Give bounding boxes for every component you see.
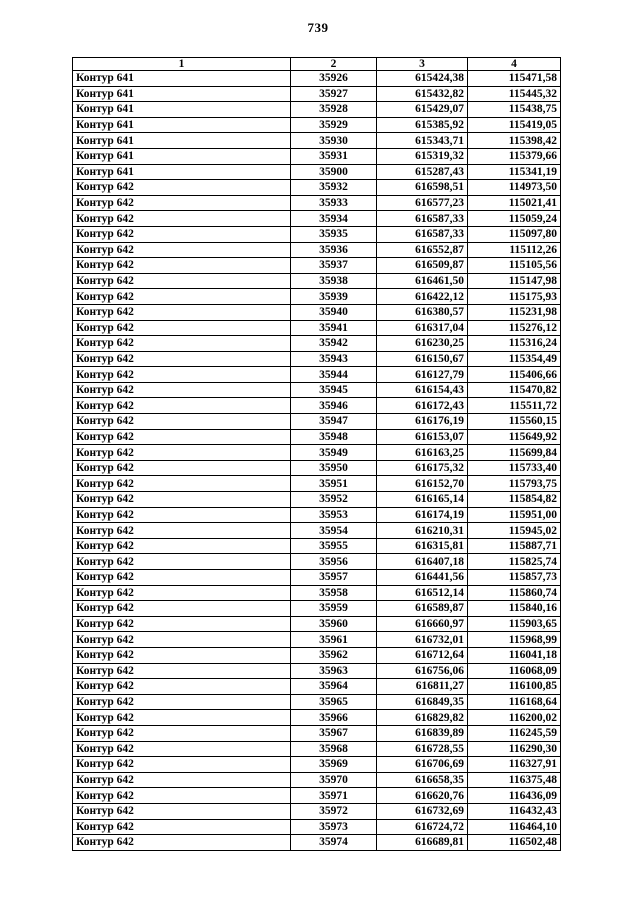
point-number-cell: 35972	[291, 803, 377, 819]
x-coordinate-cell: 616441,56	[377, 570, 468, 586]
y-coordinate-cell: 116436,09	[468, 788, 561, 804]
table-row	[73, 429, 561, 445]
table-row	[73, 102, 561, 118]
contour-name-cell: Контур 642	[73, 460, 291, 476]
table-row	[73, 71, 561, 87]
table-row	[73, 211, 561, 227]
y-coordinate-cell: 116464,10	[468, 819, 561, 835]
x-coordinate-cell: 616127,79	[377, 367, 468, 383]
table-row	[73, 835, 561, 851]
y-coordinate-cell: 115059,24	[468, 211, 561, 227]
contour-name-cell: Контур 642	[73, 476, 291, 492]
x-coordinate-cell: 616153,07	[377, 429, 468, 445]
y-coordinate-cell: 115406,66	[468, 367, 561, 383]
y-coordinate-cell: 115438,75	[468, 102, 561, 118]
contour-name-cell: Контур 642	[73, 492, 291, 508]
x-coordinate-cell: 616658,35	[377, 772, 468, 788]
point-number-cell: 35970	[291, 772, 377, 788]
y-coordinate-cell: 116068,09	[468, 663, 561, 679]
y-coordinate-cell: 115471,58	[468, 71, 561, 87]
contour-name-cell: Контур 642	[73, 601, 291, 617]
point-number-cell: 35948	[291, 429, 377, 445]
x-coordinate-cell: 615343,71	[377, 133, 468, 149]
point-number-cell: 35951	[291, 476, 377, 492]
point-number-cell: 35938	[291, 273, 377, 289]
y-coordinate-cell: 115097,80	[468, 226, 561, 242]
y-coordinate-cell: 115021,41	[468, 195, 561, 211]
x-coordinate-cell: 616174,19	[377, 507, 468, 523]
table-row	[73, 679, 561, 695]
x-coordinate-cell: 616461,50	[377, 273, 468, 289]
table-row	[73, 492, 561, 508]
table-row	[73, 414, 561, 430]
x-coordinate-cell: 616598,51	[377, 180, 468, 196]
x-coordinate-cell: 616172,43	[377, 398, 468, 414]
contour-name-cell: Контур 642	[73, 507, 291, 523]
x-coordinate-cell: 616210,31	[377, 523, 468, 539]
y-coordinate-cell: 115316,24	[468, 336, 561, 352]
contour-name-cell: Контур 642	[73, 398, 291, 414]
contour-name-cell: Контур 642	[73, 835, 291, 851]
column-header-3: 3	[377, 58, 468, 71]
table-row	[73, 86, 561, 102]
point-number-cell: 35969	[291, 757, 377, 773]
x-coordinate-cell: 616728,55	[377, 741, 468, 757]
point-number-cell: 35931	[291, 148, 377, 164]
table-row	[73, 382, 561, 398]
y-coordinate-cell: 116041,18	[468, 647, 561, 663]
y-coordinate-cell: 115825,74	[468, 554, 561, 570]
point-number-cell: 35973	[291, 819, 377, 835]
table-row	[73, 367, 561, 383]
table-row	[73, 538, 561, 554]
contour-name-cell: Контур 642	[73, 538, 291, 554]
y-coordinate-cell: 116290,30	[468, 741, 561, 757]
point-number-cell: 35974	[291, 835, 377, 851]
contour-name-cell: Контур 642	[73, 679, 291, 695]
y-coordinate-cell: 115854,82	[468, 492, 561, 508]
table-row	[73, 647, 561, 663]
contour-name-cell: Контур 641	[73, 133, 291, 149]
table-row	[73, 694, 561, 710]
contour-name-cell: Контур 642	[73, 211, 291, 227]
point-number-cell: 35927	[291, 86, 377, 102]
table-row	[73, 803, 561, 819]
x-coordinate-cell: 616712,64	[377, 647, 468, 663]
contour-name-cell: Контур 642	[73, 554, 291, 570]
point-number-cell: 35936	[291, 242, 377, 258]
point-number-cell: 35935	[291, 226, 377, 242]
point-number-cell: 35947	[291, 414, 377, 430]
x-coordinate-cell: 616317,04	[377, 320, 468, 336]
y-coordinate-cell: 115231,98	[468, 304, 561, 320]
contour-name-cell: Контур 642	[73, 632, 291, 648]
point-number-cell: 35956	[291, 554, 377, 570]
y-coordinate-cell: 115887,71	[468, 538, 561, 554]
table-row	[73, 460, 561, 476]
contour-name-cell: Контур 641	[73, 148, 291, 164]
contour-name-cell: Контур 642	[73, 772, 291, 788]
y-coordinate-cell: 116200,02	[468, 710, 561, 726]
y-coordinate-cell: 115560,15	[468, 414, 561, 430]
coordinates-table	[72, 57, 561, 851]
x-coordinate-cell: 615429,07	[377, 102, 468, 118]
column-header-2: 2	[291, 58, 377, 71]
contour-name-cell: Контур 642	[73, 289, 291, 305]
table-body	[73, 71, 561, 851]
table-row	[73, 195, 561, 211]
table-row	[73, 242, 561, 258]
y-coordinate-cell: 115341,19	[468, 164, 561, 180]
x-coordinate-cell: 616407,18	[377, 554, 468, 570]
contour-name-cell: Контур 642	[73, 242, 291, 258]
table-row	[73, 164, 561, 180]
table-row	[73, 148, 561, 164]
contour-name-cell: Контур 642	[73, 694, 291, 710]
point-number-cell: 35966	[291, 710, 377, 726]
x-coordinate-cell: 616620,76	[377, 788, 468, 804]
table-row	[73, 616, 561, 632]
x-coordinate-cell: 616660,97	[377, 616, 468, 632]
point-number-cell: 35949	[291, 445, 377, 461]
point-number-cell: 35926	[291, 71, 377, 87]
contour-name-cell: Контур 642	[73, 226, 291, 242]
table-row	[73, 180, 561, 196]
contour-name-cell: Контур 642	[73, 336, 291, 352]
table-row	[73, 757, 561, 773]
point-number-cell: 35934	[291, 211, 377, 227]
column-header-1: 1	[73, 58, 291, 71]
point-number-cell: 35968	[291, 741, 377, 757]
y-coordinate-cell: 115857,73	[468, 570, 561, 586]
y-coordinate-cell: 114973,50	[468, 180, 561, 196]
table-row	[73, 289, 561, 305]
x-coordinate-cell: 616589,87	[377, 601, 468, 617]
table-row	[73, 398, 561, 414]
point-number-cell: 35965	[291, 694, 377, 710]
x-coordinate-cell: 615319,32	[377, 148, 468, 164]
contour-name-cell: Контур 642	[73, 585, 291, 601]
x-coordinate-cell: 616165,14	[377, 492, 468, 508]
y-coordinate-cell: 115175,93	[468, 289, 561, 305]
contour-name-cell: Контур 642	[73, 757, 291, 773]
point-number-cell: 35964	[291, 679, 377, 695]
point-number-cell: 35946	[291, 398, 377, 414]
contour-name-cell: Контур 641	[73, 102, 291, 118]
x-coordinate-cell: 616315,81	[377, 538, 468, 554]
table-row	[73, 336, 561, 352]
x-coordinate-cell: 616154,43	[377, 382, 468, 398]
y-coordinate-cell: 116168,64	[468, 694, 561, 710]
y-coordinate-cell: 115470,82	[468, 382, 561, 398]
x-coordinate-cell: 616422,12	[377, 289, 468, 305]
table-row	[73, 772, 561, 788]
x-coordinate-cell: 616689,81	[377, 835, 468, 851]
point-number-cell: 35939	[291, 289, 377, 305]
table-row	[73, 320, 561, 336]
table-row	[73, 632, 561, 648]
y-coordinate-cell: 115511,72	[468, 398, 561, 414]
table-row	[73, 304, 561, 320]
point-number-cell: 35932	[291, 180, 377, 196]
x-coordinate-cell: 616587,33	[377, 226, 468, 242]
point-number-cell: 35944	[291, 367, 377, 383]
contour-name-cell: Контур 642	[73, 819, 291, 835]
table-row	[73, 523, 561, 539]
table-row	[73, 585, 561, 601]
y-coordinate-cell: 115276,12	[468, 320, 561, 336]
contour-name-cell: Контур 642	[73, 725, 291, 741]
x-coordinate-cell: 616176,19	[377, 414, 468, 430]
point-number-cell: 35953	[291, 507, 377, 523]
table-row	[73, 445, 561, 461]
table-row	[73, 476, 561, 492]
contour-name-cell: Контур 642	[73, 351, 291, 367]
contour-name-cell: Контур 642	[73, 570, 291, 586]
x-coordinate-cell: 616829,82	[377, 710, 468, 726]
x-coordinate-cell: 616552,87	[377, 242, 468, 258]
y-coordinate-cell: 115105,56	[468, 258, 561, 274]
point-number-cell: 35955	[291, 538, 377, 554]
y-coordinate-cell: 116100,85	[468, 679, 561, 695]
contour-name-cell: Контур 642	[73, 414, 291, 430]
y-coordinate-cell: 116245,59	[468, 725, 561, 741]
y-coordinate-cell: 116327,91	[468, 757, 561, 773]
x-coordinate-cell: 615424,38	[377, 71, 468, 87]
x-coordinate-cell: 615385,92	[377, 117, 468, 133]
x-coordinate-cell: 615432,82	[377, 86, 468, 102]
point-number-cell: 35928	[291, 102, 377, 118]
point-number-cell: 35952	[291, 492, 377, 508]
y-coordinate-cell: 115354,49	[468, 351, 561, 367]
point-number-cell: 35937	[291, 258, 377, 274]
x-coordinate-cell: 616724,72	[377, 819, 468, 835]
contour-name-cell: Контур 641	[73, 117, 291, 133]
point-number-cell: 35963	[291, 663, 377, 679]
y-coordinate-cell: 115445,32	[468, 86, 561, 102]
table-row	[73, 663, 561, 679]
table-row	[73, 226, 561, 242]
point-number-cell: 35942	[291, 336, 377, 352]
x-coordinate-cell: 616577,23	[377, 195, 468, 211]
table-row	[73, 819, 561, 835]
x-coordinate-cell: 616587,33	[377, 211, 468, 227]
contour-name-cell: Контур 642	[73, 382, 291, 398]
y-coordinate-cell: 115840,16	[468, 601, 561, 617]
table-row	[73, 258, 561, 274]
point-number-cell: 35933	[291, 195, 377, 211]
table-row	[73, 710, 561, 726]
table-row	[73, 601, 561, 617]
point-number-cell: 35943	[291, 351, 377, 367]
x-coordinate-cell: 616175,32	[377, 460, 468, 476]
contour-name-cell: Контур 642	[73, 429, 291, 445]
x-coordinate-cell: 616756,06	[377, 663, 468, 679]
y-coordinate-cell: 116502,48	[468, 835, 561, 851]
y-coordinate-cell: 115903,65	[468, 616, 561, 632]
contour-name-cell: Контур 642	[73, 304, 291, 320]
table-row	[73, 117, 561, 133]
point-number-cell: 35950	[291, 460, 377, 476]
contour-name-cell: Контур 642	[73, 195, 291, 211]
point-number-cell: 35958	[291, 585, 377, 601]
contour-name-cell: Контур 642	[73, 320, 291, 336]
point-number-cell: 35930	[291, 133, 377, 149]
table-row	[73, 725, 561, 741]
table-row	[73, 133, 561, 149]
contour-name-cell: Контур 641	[73, 164, 291, 180]
x-coordinate-cell: 616512,14	[377, 585, 468, 601]
y-coordinate-cell: 115951,00	[468, 507, 561, 523]
contour-name-cell: Контур 642	[73, 258, 291, 274]
contour-name-cell: Контур 641	[73, 71, 291, 87]
y-coordinate-cell: 116432,43	[468, 803, 561, 819]
point-number-cell: 35957	[291, 570, 377, 586]
page-number: 739	[307, 20, 329, 35]
x-coordinate-cell: 616230,25	[377, 336, 468, 352]
y-coordinate-cell: 116375,48	[468, 772, 561, 788]
table-row	[73, 273, 561, 289]
y-coordinate-cell: 115968,99	[468, 632, 561, 648]
contour-name-cell: Контур 642	[73, 523, 291, 539]
table-row	[73, 507, 561, 523]
x-coordinate-cell: 616839,89	[377, 725, 468, 741]
contour-name-cell: Контур 642	[73, 445, 291, 461]
point-number-cell: 35971	[291, 788, 377, 804]
x-coordinate-cell: 616811,27	[377, 679, 468, 695]
contour-name-cell: Контур 642	[73, 741, 291, 757]
x-coordinate-cell: 616150,67	[377, 351, 468, 367]
point-number-cell: 35954	[291, 523, 377, 539]
y-coordinate-cell: 115649,92	[468, 429, 561, 445]
x-coordinate-cell: 616152,70	[377, 476, 468, 492]
contour-name-cell: Контур 642	[73, 616, 291, 632]
y-coordinate-cell: 115112,26	[468, 242, 561, 258]
table-header	[73, 58, 561, 71]
y-coordinate-cell: 115945,02	[468, 523, 561, 539]
point-number-cell: 35945	[291, 382, 377, 398]
point-number-cell: 35929	[291, 117, 377, 133]
contour-name-cell: Контур 642	[73, 367, 291, 383]
point-number-cell: 35967	[291, 725, 377, 741]
point-number-cell: 35960	[291, 616, 377, 632]
x-coordinate-cell: 616163,25	[377, 445, 468, 461]
y-coordinate-cell: 115699,84	[468, 445, 561, 461]
point-number-cell: 35900	[291, 164, 377, 180]
x-coordinate-cell: 615287,43	[377, 164, 468, 180]
contour-name-cell: Контур 642	[73, 788, 291, 804]
x-coordinate-cell: 616732,01	[377, 632, 468, 648]
table-row	[73, 351, 561, 367]
point-number-cell: 35940	[291, 304, 377, 320]
x-coordinate-cell: 616732,69	[377, 803, 468, 819]
x-coordinate-cell: 616849,35	[377, 694, 468, 710]
contour-name-cell: Контур 642	[73, 803, 291, 819]
x-coordinate-cell: 616380,57	[377, 304, 468, 320]
point-number-cell: 35941	[291, 320, 377, 336]
y-coordinate-cell: 115379,66	[468, 148, 561, 164]
contour-name-cell: Контур 641	[73, 86, 291, 102]
table-row	[73, 741, 561, 757]
table-row	[73, 570, 561, 586]
y-coordinate-cell: 115398,42	[468, 133, 561, 149]
point-number-cell: 35961	[291, 632, 377, 648]
column-header-4: 4	[468, 58, 561, 71]
table-row	[73, 554, 561, 570]
x-coordinate-cell: 616706,69	[377, 757, 468, 773]
x-coordinate-cell: 616509,87	[377, 258, 468, 274]
y-coordinate-cell: 115419,05	[468, 117, 561, 133]
table-row	[73, 788, 561, 804]
point-number-cell: 35959	[291, 601, 377, 617]
y-coordinate-cell: 115147,98	[468, 273, 561, 289]
y-coordinate-cell: 115733,40	[468, 460, 561, 476]
y-coordinate-cell: 115793,75	[468, 476, 561, 492]
point-number-cell: 35962	[291, 647, 377, 663]
header-row	[73, 58, 561, 71]
contour-name-cell: Контур 642	[73, 647, 291, 663]
contour-name-cell: Контур 642	[73, 273, 291, 289]
contour-name-cell: Контур 642	[73, 710, 291, 726]
contour-name-cell: Контур 642	[73, 663, 291, 679]
contour-name-cell: Контур 642	[73, 180, 291, 196]
y-coordinate-cell: 115860,74	[468, 585, 561, 601]
